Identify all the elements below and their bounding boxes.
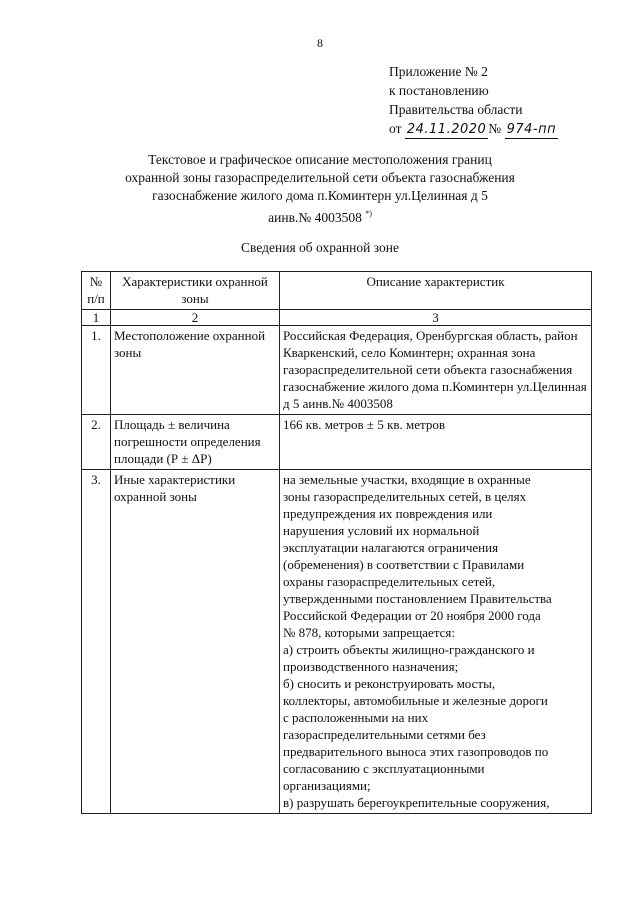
desc-line: предварительного выноса этих газопроводов по — [283, 744, 549, 759]
desc-line: организациями; — [283, 778, 371, 793]
appendix-line-1: Приложение № 2 — [389, 64, 488, 79]
title-inventory-number: аинв.№ 4003508 — [268, 210, 362, 225]
desc-line: производственного назначения; — [283, 659, 459, 674]
desc-line: Российской Федерации от 20 ноября 2000 года — [283, 608, 541, 623]
appendix-block — [389, 62, 558, 139]
desc-line: б) сносить и реконструировать мосты, — [283, 676, 496, 691]
table-row — [82, 470, 592, 814]
header-characteristics: Характеристики охранной зоны — [111, 272, 280, 310]
appendix-date-line — [389, 119, 558, 139]
table-row — [82, 415, 592, 470]
desc-line: зоны газораспределительных сетей, в целях — [283, 489, 527, 504]
title-line-4 — [60, 205, 580, 227]
row-description: 166 кв. метров ± 5 кв. метров — [280, 415, 592, 470]
section-subtitle: Сведения об охранной зоне — [241, 240, 399, 255]
header-description: Описание характеристик — [280, 272, 592, 310]
desc-line: на земельные участки, входящие в охранные — [283, 472, 531, 487]
desc-line: охраны газораспределительных сетей, — [283, 574, 496, 589]
row-description — [280, 470, 592, 814]
desc-line: газораспределительными сетями без — [283, 727, 486, 742]
number-prefix: № — [488, 121, 502, 136]
table-row — [82, 326, 592, 415]
desc-line: предупреждения их повреждения или — [283, 506, 493, 521]
desc-line: согласованию с эксплуатационными — [283, 761, 485, 776]
desc-line: коллекторы, автомобильные и железные дороги — [283, 693, 548, 708]
desc-line: а) строить объекты жилищно-гражданского и — [283, 642, 535, 657]
appendix-line-3: Правительства области — [389, 102, 523, 117]
row-characteristic: Площадь ± величина погрешности определения площади (Р ± ΔР) — [111, 415, 280, 470]
row-characteristic: Местоположение охранной зоны — [111, 326, 280, 415]
desc-line: утвержденными постановлением Правительства — [283, 591, 552, 606]
desc-line: (обременения) в соответствии с Правилами — [283, 557, 525, 572]
numbering-3: 3 — [280, 310, 592, 326]
handwritten-number: 974-пп — [506, 122, 557, 137]
desc-line: эксплуатации налагаются ограничения — [283, 540, 499, 555]
title-line-1: Текстовое и графическое описание местоположения границ — [148, 152, 492, 167]
footnote-mark: *) — [365, 209, 372, 218]
row-characteristic: Иные характеристики охранной зоны — [111, 470, 280, 814]
row-number: 2. — [82, 415, 111, 470]
title-line-3: газоснабжение жилого дома п.Коминтерн ул.Целинная д 5 — [152, 188, 488, 203]
date-prefix: от — [389, 121, 402, 136]
protection-zone-table — [81, 271, 592, 814]
desc-line: № 878, которыми запрещается: — [283, 625, 456, 640]
table-numbering-row — [82, 310, 592, 326]
document-title — [60, 151, 580, 227]
numbering-1: 1 — [82, 310, 111, 326]
numbering-2: 2 — [111, 310, 280, 326]
row-number: 3. — [82, 470, 111, 814]
row-description: Российская Федерация, Оренбургская область, район Кваркенский, село Коминтерн; охранная зона газораспределительной сети объекта газоснабжения газоснабжение жилого дома п.Коминтерн ул.Целинная д 5 аинв.№ 4003508 — [280, 326, 592, 415]
desc-line: с расположенными на них — [283, 710, 429, 725]
handwritten-date: 24.11.2020 — [406, 122, 487, 137]
header-number: № п/п — [82, 272, 111, 310]
row-number: 1. — [82, 326, 111, 415]
desc-line: в) разрушать берегоукрепительные сооружения, — [283, 795, 550, 810]
title-line-2: охранной зоны газораспределительной сети объекта газоснабжения — [125, 170, 515, 185]
page-number: 8 — [317, 36, 323, 50]
table-header-row — [82, 272, 592, 310]
desc-line: нарушения условий их нормальной — [283, 523, 480, 538]
appendix-line-2: к постановлению — [389, 83, 489, 98]
